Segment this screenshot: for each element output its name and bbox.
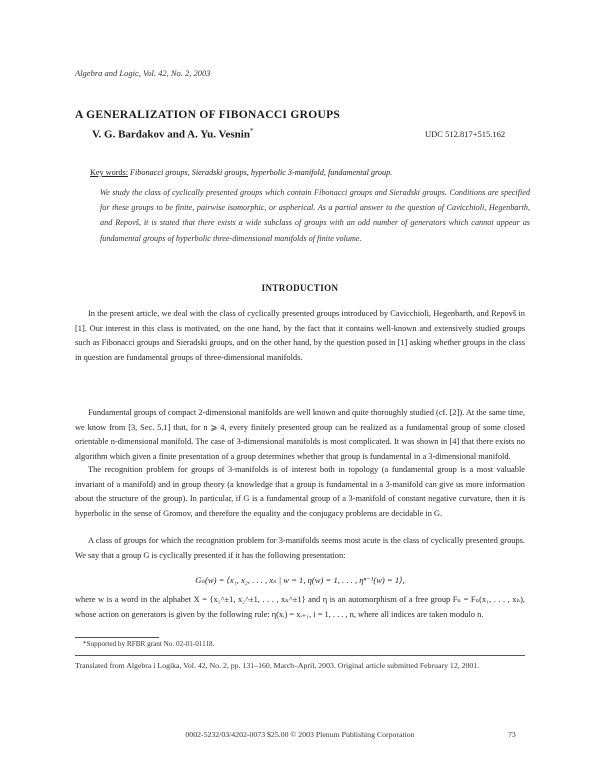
paragraph-text: The recognition problem for groups of 3-manifolds is of interest both in topology (a fundamental group is a most valuable invariant of a manifold) and in group theory (a knowledge that a group is fundamental in a 3-manifold can give us more information about the structure of the group). In particular, if G is a fundamental group of a 3-manifold of constant negative curvature, then it is hyperbolic in the sense of Gromov, and therefore the equality and the conjugacy problems are decidable in G. (75, 465, 525, 518)
keywords-text: Fibonacci groups, Sieradski groups, hyperbolic 3-manifold, fundamental group. (130, 168, 393, 177)
article-title: A GENERALIZATION OF FIBONACCI GROUPS (75, 109, 341, 121)
paragraph-text: In the present article, we deal with the class of cyclically presented groups introduced by Cavicchioli, Hegenbarth, and Repovš in [1]. Our interest in this class is motivated, on the one hand, by the fact that it contains well-known and extensively studied groups such as Fibonacci groups and Sieradski groups, and on the other hand, by the question posed in [1] asking whether groups in the class in question are fundamental groups of three-dimensional manifolds. (75, 309, 525, 362)
paragraph-3 (75, 463, 525, 521)
udc-code: UDC 512.817+515.162 (425, 129, 506, 139)
keywords (90, 168, 530, 177)
paragraph-1 (75, 307, 525, 365)
translation-note: Translated from Algebra i Logika, Vol. 42, No. 2, pp. 131–160, March–April, 2003. Original article submitted February 12, 2001. (75, 661, 480, 670)
presentation-formula: Gₙ(w) = ⟨x₁, x₂, . . . , xₙ | w = 1, η(w) = 1, . . . , ηⁿ⁻¹(w) = 1⟩, (195, 575, 405, 585)
author-names: V. G. Bardakov and A. Yu. Vesnin (92, 128, 250, 141)
section-title: INTRODUCTION (261, 283, 339, 293)
paragraph-text: where w is a word in the alphabet X = {x₁^±1, x₂^±1, . . . , xₙ^±1} and η is an automorphism of a free group Fₙ = Fₙ(x₁, . . . , xₙ), whose action on generators is given by the following rule: η(xᵢ) = xᵢ₊₁, i = 1, . . . , n, where all indices are taken modulo n. (75, 595, 525, 619)
page-number: 73 (508, 730, 516, 739)
keywords-label: Key words: (90, 168, 128, 177)
paragraph-4 (75, 534, 525, 563)
footnote: *Supported by RFBR grant No. 02-01-01118. (83, 640, 215, 648)
publisher-info: 0002-5232/03/4202-0073 $25.00 © 2003 Plenum Publishing Corporation (185, 730, 415, 739)
paragraph-5 (75, 593, 525, 622)
paragraph-text: A class of groups for which the recognition problem for 3-manifolds seems most acute is the class of cyclically presented groups. We say that a group G is cyclically presented if it has the following presentation: (75, 536, 525, 560)
divider (75, 655, 525, 656)
author-footnote-mark: * (249, 127, 254, 135)
abstract: We study the class of cyclically presented groups which contain Fibonacci groups and Sieradski groups. Conditions are specified for these groups to be finite, pairwise isomorphic, or aspherical. As a partial answer to the question of Cavicchioli, Hegenbarth, and Repovš, it is stated that there exists a wide subclass of groups with an odd number of generators which cannot appear as fundamental groups of hyperbolic three-dimensional manifolds of finite volume. (100, 188, 530, 243)
paragraph-text: Fundamental groups of compact 2-dimensional manifolds are well known and quite thoroughly studied (cf. [2]). At the same time, we know from [3, Sec. 5.1] that, for n ⩾ 4, every finitely presented group can be realized as a fundamental group of some closed orientable n-dimensional manifold. The case of 3-dimensional manifolds is most complicated. It was shown in [4] that there exists no algorithm which given a finite presentation of a group determines whether that group is fundamental in a 3-dimensional manifold. (75, 408, 525, 461)
journal-header: Algebra and Logic, Vol. 42, No. 2, 2003 (75, 68, 211, 78)
paragraph-2 (75, 406, 525, 464)
footnote-rule (75, 637, 159, 638)
authors (92, 127, 253, 141)
